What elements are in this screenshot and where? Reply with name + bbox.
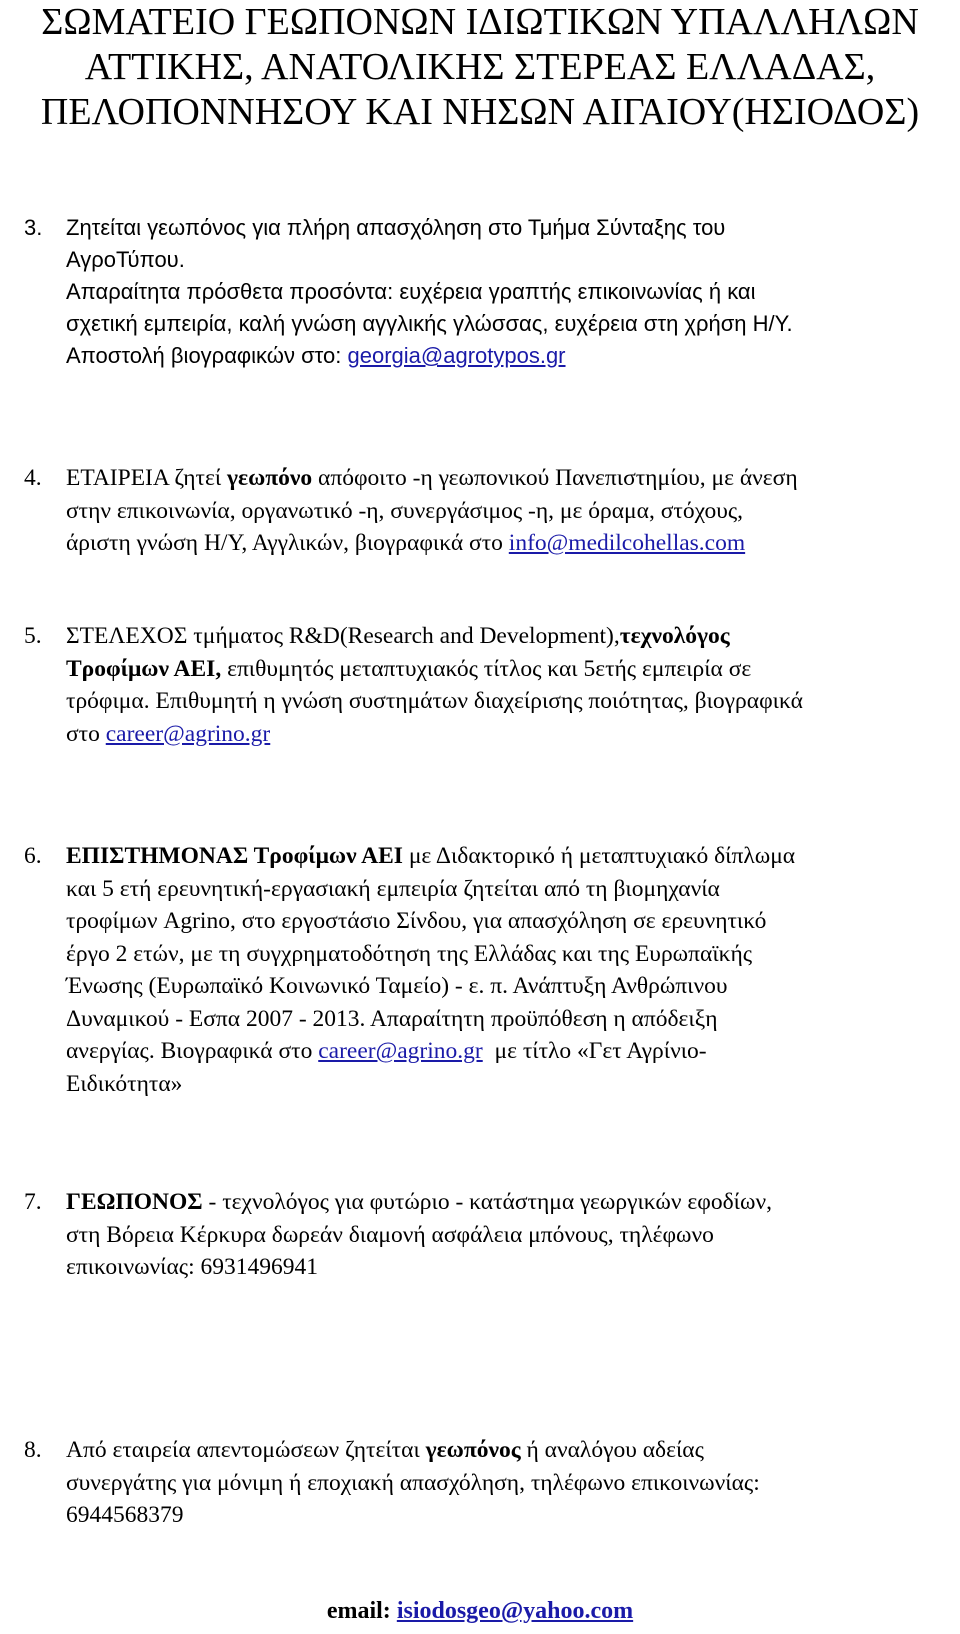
text-line: Δυναμικού - Εσπα 2007 - 2013. Απαραίτητη προϋπόθεση η απόδειξη bbox=[66, 1005, 718, 1032]
email-link-georgia[interactable]: georgia@agrotypos.gr bbox=[347, 343, 566, 368]
text-fragment: ΣΤΕΛΕΧΟΣ τμήματος R&D(Research and Development), bbox=[66, 623, 620, 649]
text-line bbox=[66, 462, 958, 495]
listing-text bbox=[66, 1434, 958, 1532]
footer-email-link[interactable]: isiodosgeo@yahoo.com bbox=[396, 1598, 634, 1624]
listing-text bbox=[66, 1186, 958, 1284]
text-line bbox=[66, 1035, 958, 1068]
text-line: στη Βόρεια Κέρκυρα δωρεάν διαμονή ασφάλεια μπόνους, τηλέφωνο bbox=[66, 1221, 714, 1248]
text-line: συνεργάτης για μόνιμη ή εποχιακή απασχόληση, τηλέφωνο επικοινωνίας: bbox=[66, 1469, 760, 1496]
text-fragment: Αποστολή βιογραφικών στο: bbox=[66, 343, 348, 368]
listing-number: 8. bbox=[24, 1437, 42, 1463]
text-fragment: Από εταιρεία απεντομώσεων ζητείται bbox=[66, 1437, 426, 1463]
text-line: επικοινωνίας: 6931496941 bbox=[66, 1254, 319, 1280]
text-line bbox=[66, 718, 958, 751]
text-line: Απαραίτητα πρόσθετα προσόντα: ευχέρεια γραπτής επικοινωνίας ή και bbox=[66, 279, 756, 304]
listing-number: 7. bbox=[24, 1189, 42, 1215]
email-link-career-2[interactable]: career@agrino.gr bbox=[318, 1038, 483, 1064]
listing-text bbox=[66, 840, 958, 1100]
bold-text: γεωπόνο bbox=[227, 465, 313, 491]
text-line: σχετική εμπειρία, καλή γνώση αγγλικής γλώσσας, ευχέρεια στη χρήση Η/Υ. bbox=[66, 311, 793, 336]
listing-text bbox=[66, 620, 958, 750]
text-line bbox=[66, 1434, 958, 1467]
bold-text: γεωπόνος bbox=[425, 1437, 521, 1463]
email-link-career[interactable]: career@agrino.gr bbox=[105, 720, 271, 747]
text-line: 6944568379 bbox=[66, 1502, 184, 1528]
text-fragment: επιθυμητός μεταπτυχιακός τίτλος και 5ετής εμπειρία σε bbox=[221, 655, 752, 682]
listing-text bbox=[66, 212, 958, 372]
listing-number: 3. bbox=[24, 215, 43, 240]
text-line bbox=[66, 340, 958, 372]
bold-text: τεχνολόγος bbox=[619, 623, 730, 649]
text-line: στην επικοινωνία, οργανωτικό -η, συνεργάσιμος -η, με όραμα, στόχους, bbox=[66, 497, 744, 524]
text-fragment: ή αναλόγου αδείας bbox=[520, 1437, 704, 1463]
text-line: και 5 ετή ερευνητική-εργασιακή εμπειρία ζητείται από τη βιομηχανία bbox=[66, 875, 720, 902]
text-fragment: - τεχνολόγος για φυτώριο - κατάστημα γεωργικών εφοδίων, bbox=[202, 1189, 772, 1215]
listing-number: 5. bbox=[24, 623, 42, 649]
bold-text: ΓΕΩΠΟΝΟΣ bbox=[66, 1189, 203, 1215]
email-link-info[interactable]: info@medilcohellas.com bbox=[508, 530, 746, 556]
text-fragment: στο bbox=[66, 720, 106, 747]
text-fragment: με Διδακτορικό ή μεταπτυχιακό δίπλωμα bbox=[402, 843, 796, 869]
bold-text: Τροφίμων ΑΕΙ, bbox=[66, 655, 222, 682]
text-line: Ειδικότητα» bbox=[66, 1070, 183, 1097]
text-line bbox=[66, 653, 958, 686]
footer-contact bbox=[0, 1596, 960, 1626]
text-fragment: ανεργίας. Βιογραφικά στο bbox=[66, 1038, 319, 1064]
text-line: τροφίμων Agrino, στο εργοστάσιο Σίνδου, για απασχόληση σε ερευνητικό bbox=[66, 908, 767, 934]
title-line: ΑΤΤΙΚΗΣ, ΑΝΑΤΟΛΙΚΗΣ ΣΤΕΡΕΑΣ ΕΛΛΑΔΑΣ, bbox=[84, 46, 876, 88]
title-line: ΣΩΜΑΤΕΙΟ ΓΕΩΠΟΝΩΝ ΙΔΙΩΤΙΚΩΝ ΥΠΑΛΛΗΛΩΝ bbox=[41, 1, 919, 43]
text-line bbox=[66, 527, 958, 560]
text-line: έργο 2 ετών, με τη συγχρηματοδότηση της Ελλάδας και της Ευρωπαϊκής bbox=[66, 940, 753, 967]
text-fragment: άριστη γνώση Η/Υ, Αγγλικών, βιογραφικά στο bbox=[66, 530, 509, 556]
bold-text: ΕΠΙΣΤΗΜΟΝΑΣ Τροφίμων ΑΕΙ bbox=[66, 843, 403, 869]
listing-text bbox=[66, 462, 958, 560]
listing-number: 4. bbox=[24, 465, 42, 491]
text-line: Ζητείται γεωπόνος για πλήρη απασχόληση στο Τμήμα Σύνταξης του bbox=[66, 215, 726, 240]
text-line: Ένωσης (Ευρωπαϊκό Κοινωνικό Ταμείο) - ε. π. Ανάπτυξη Ανθρώπινου bbox=[66, 973, 728, 999]
text-fragment: ΕΤΑΙΡΕΙΑ ζητεί bbox=[66, 465, 228, 491]
title-line: ΠΕΛΟΠΟΝΝΗΣΟΥ ΚΑΙ ΝΗΣΩΝ ΑΙΓΑΙΟΥ(ΗΣΙΟΔΟΣ) bbox=[40, 91, 920, 133]
footer-label: email: bbox=[326, 1598, 397, 1624]
text-line: τρόφιμα. Επιθυμητή η γνώση συστημάτων διαχείρισης ποιότητας, βιογραφικά bbox=[66, 688, 803, 714]
text-fragment: με τίτλο «Γετ Αγρίνιο- bbox=[482, 1038, 707, 1064]
text-fragment: απόφοιτο -η γεωπονικού Πανεπιστημίου, με άνεση bbox=[312, 465, 798, 491]
text-line bbox=[66, 620, 958, 653]
document-title bbox=[0, 0, 960, 135]
text-line bbox=[66, 840, 958, 873]
text-line: ΑγροΤύπου. bbox=[66, 247, 185, 272]
listing-number: 6. bbox=[24, 843, 42, 869]
text-line bbox=[66, 1186, 958, 1219]
